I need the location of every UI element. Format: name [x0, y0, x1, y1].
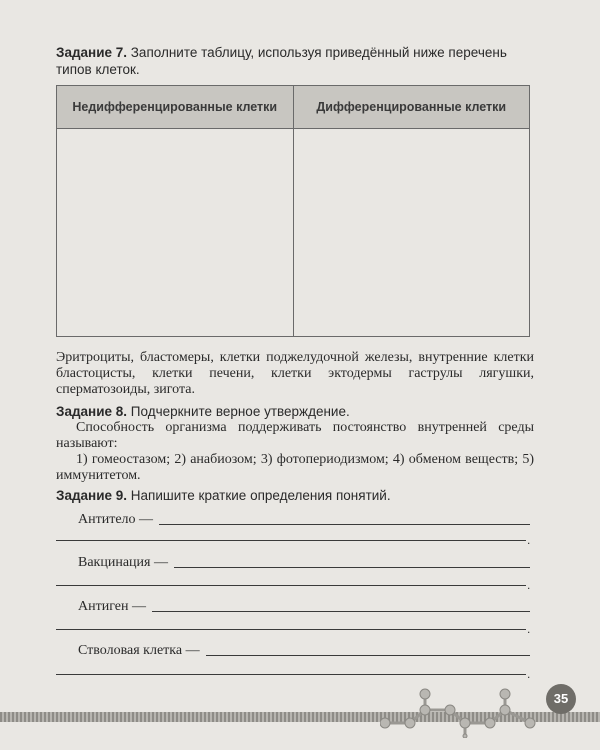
term-row-antigen — [78, 599, 530, 615]
term-label: Антитело — — [78, 512, 154, 527]
task8-heading — [56, 403, 531, 420]
task9-heading — [56, 487, 531, 504]
molecule-decoration-icon — [380, 688, 545, 738]
cell-types-table — [56, 85, 530, 337]
col-differentiated-header: Дифференцированные клетки — [293, 86, 530, 129]
task7-text: Заполните таблицу, используя приведённый ниже перечень типов клеток. — [56, 45, 507, 77]
answer-line[interactable] — [206, 643, 530, 656]
answer-line[interactable] — [152, 599, 530, 612]
task9-label: Задание 9. — [56, 488, 128, 503]
period-mark: . — [527, 533, 531, 547]
col-undifferentiated-header: Недифференцированные клетки — [57, 86, 294, 129]
task8-text: Подчеркните верное утверждение. — [130, 404, 350, 419]
task8-label: Задание 8. — [56, 404, 128, 419]
task7-heading — [56, 44, 531, 78]
task8-question: Способность организма поддерживать постоянство внутренней среды называют: — [56, 420, 534, 451]
answer-line[interactable] — [159, 512, 530, 525]
task9-text: Напишите краткие определения понятий. — [130, 488, 391, 503]
period-mark: . — [527, 667, 531, 681]
task7-label: Задание 7. — [56, 45, 128, 60]
undifferentiated-cell-input[interactable] — [57, 129, 294, 337]
period-mark: . — [527, 578, 531, 592]
answer-line[interactable] — [56, 540, 526, 541]
answer-line[interactable] — [56, 629, 526, 630]
term-label: Вакцинация — — [78, 555, 168, 570]
answer-line[interactable] — [56, 585, 526, 586]
term-row-stem-cell — [78, 643, 530, 659]
task8-options[interactable]: 1) гомеостазом; 2) анабиозом; 3) фотопериодизмом; 4) обменом веществ; 5) иммунитетом. — [56, 452, 534, 483]
cell-types-list: Эритроциты, бластомеры, клетки поджелудочной железы, внутренние клетки бластоцисты, клетки печени, клетки эктодермы гаструлы лягушки, сперматозоиды, зигота. — [56, 350, 534, 397]
period-mark: . — [527, 622, 531, 636]
term-label: Стволовая клетка — — [78, 643, 200, 658]
term-row-antibody — [78, 512, 530, 528]
answer-line[interactable] — [174, 555, 530, 568]
term-label: Антиген — — [78, 599, 146, 614]
answer-line[interactable] — [56, 674, 526, 675]
differentiated-cell-input[interactable] — [293, 129, 530, 337]
page-number-badge: 35 — [546, 684, 576, 714]
term-row-vaccination — [78, 555, 530, 571]
